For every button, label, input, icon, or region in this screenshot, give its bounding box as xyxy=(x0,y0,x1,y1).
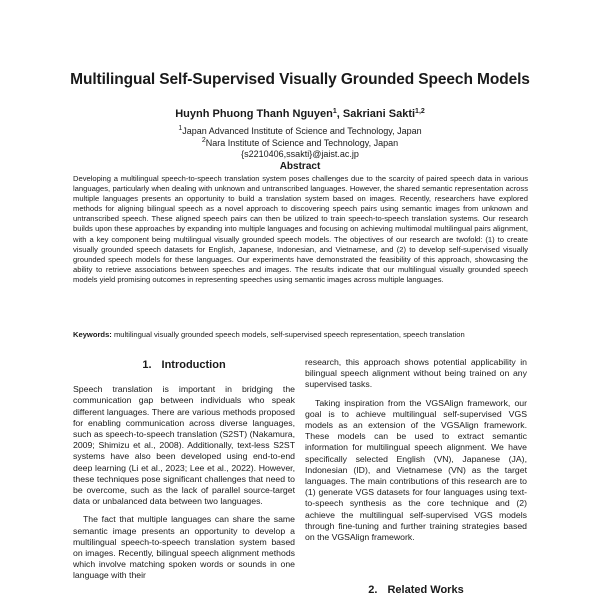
author-name: Huynh Phuong Thanh Nguyen xyxy=(175,108,333,120)
section-title: Introduction xyxy=(161,359,226,371)
abstract-heading: Abstract xyxy=(279,161,321,172)
right-column xyxy=(305,357,527,550)
abstract-text: Developing a multilingual speech-to-speech translation system poses challenges due to the scarcity of paired speech data in various languages, particularly when dealing with unknown and untranscribed languages. However, the shared semantic representation across multiple languages presents an opportunity to build a translation system based on images. Recently, researchers have explored methods for aligning bilingual speech as a novel approach to discovering speech pairs using semantic images from unknown and untranscribed speech. These aligned speech pairs can then be utilized to train speech-to-speech translation systems. Our research builds upon these approaches by expanding into multiple languages and focusing on achieving multimodal multilingual pairs alignment, with a key component being multilingual visually grounded speech models. The objectives of our research are twofold: (1) to create visually grounded speech datasets for English, Japanese, Indonesian, and Vietnamese, and (2) to develop self-supervised visually grounded speech models for these languages. Our experiments have demonstrated the feasibility of this approach, showcasing the ability to retrieve associations between speeches and images. The results indicate that our multilingual visually grounded speech models yield promising outcomes in representing speeches using semantic images across multiple languages. xyxy=(73,174,528,284)
left-column xyxy=(73,360,295,589)
affiliation-mark: 1 xyxy=(178,125,183,132)
author-line xyxy=(0,108,600,120)
section-number: 2. xyxy=(368,584,378,596)
author-separator: , xyxy=(336,108,343,120)
right-column-paragraph-2: Taking inspiration from the VGSAlign framework, our goal is to achieve multilingual self-supervised VGS models as an extension of the VGSAlign framework. These models can be used to extract semantic information for multilingual speech alignment. We have specifically selected English (VN), Japanese (JA), Indonesian (ID), and Vietnamese (VN) as the target languages. The main contributions of this research are to (1) generate VGS datasets for four languages using text-to-speech synthesis as the core technique and (2) achieve the multilingual self-supervised VGS models through fine-tuning and further training strategies based on the VGSAlign framework. xyxy=(305,397,527,543)
section-heading-related-works xyxy=(305,584,527,596)
section-heading-introduction xyxy=(73,360,295,371)
keywords-text: multilingual visually grounded speech models, self-supervised speech representation, speech translation xyxy=(111,330,465,339)
introduction-paragraph-2: The fact that multiple languages can share the same semantic image presents an opportunity to develop a multilingual speech-to-speech translation system based on images. Recently, bilingual speech alignment methods which involve matching spoken words or sounds in one language with their xyxy=(73,514,295,581)
keywords xyxy=(73,330,528,341)
section-title: Related Works xyxy=(387,584,464,596)
paper-title: Multilingual Self-Supervised Visually Grounded Speech Models xyxy=(70,71,530,88)
author-affiliation-mark: 1 xyxy=(332,108,337,115)
affiliation-2 xyxy=(0,135,600,149)
author-name: Sakriani Sakti xyxy=(342,108,416,120)
introduction-paragraph-1: Speech translation is important in bridging the communication gap between individuals who speak different languages. There are various methods proposed for enabling communication across diverse languages, such as speech-to-speech translation (S2ST) (Nakamura, 2009; Shimizu et al., 2008). Additionally, text-less S2ST systems have also been developed using end-to-end deep learning (Li et al., 2023; Lee et al., 2022). However, these techniques pose significant challenges that need to be overcome, such as the lack of parallel source-target data or unbalanced data between two languages. xyxy=(73,384,295,507)
author-email: {s2210406,ssakti}@jaist.ac.jp xyxy=(241,149,359,159)
affiliation-mark: 2 xyxy=(201,137,206,144)
author-affiliation-mark: 1,2 xyxy=(415,108,425,115)
keywords-label: Keywords: xyxy=(73,330,112,339)
affiliation-text: Nara Institute of Science and Technology, Japan xyxy=(205,138,399,148)
section-number: 1. xyxy=(142,359,152,371)
right-column-paragraph-1: research, this approach shows potential applicability in bilingual speech alignment without being trained on any supervised tasks. xyxy=(305,357,527,390)
affiliation-text: Japan Advanced Institute of Science and Technology, Japan xyxy=(182,126,422,136)
